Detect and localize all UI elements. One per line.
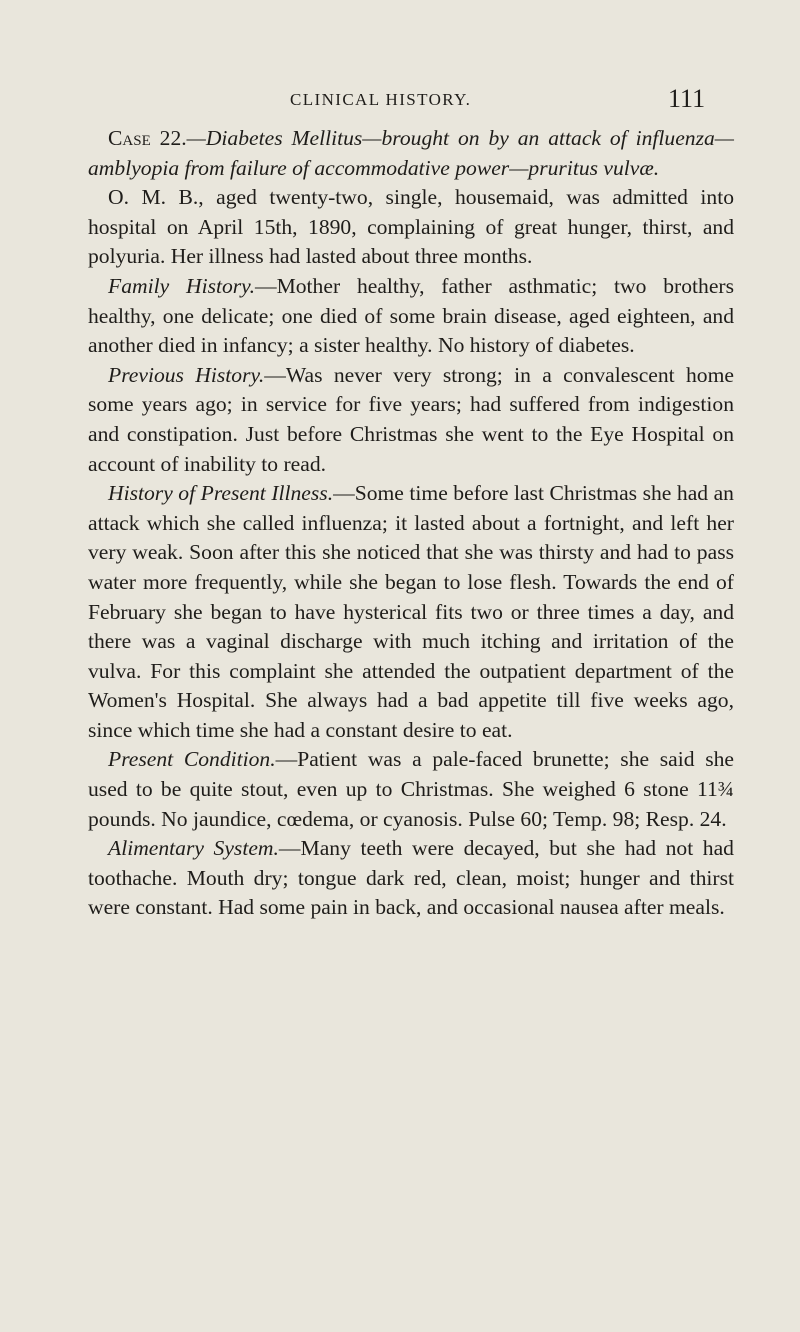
section-previous-history <box>88 361 734 479</box>
case-report <box>88 124 734 923</box>
section-present-condition <box>88 745 734 834</box>
case-title: —Diabetes Mellitus—brought on by an attack of influenza—amblyopia from failure of accommodative power—pruritus vulvæ. <box>88 126 734 180</box>
section-text: —Was never very strong; in a convalescent home some years ago; in service for five years; had suffered from indigestion and constipation. Just before Christmas she went to the Eye Hospital on account of inability to read. <box>88 362 734 476</box>
section-text: —Many teeth were decayed, but she had not had toothache. Mouth dry; tongue dark red, clean, moist; hunger and thirst were constant. Had some pain in back, and occasional nausea after meals. <box>88 836 734 920</box>
section-alimentary-system <box>88 834 734 923</box>
section-family-history <box>88 272 734 361</box>
case-label: Case 22. <box>108 126 187 150</box>
section-heading: Previous History. <box>108 362 265 387</box>
section-heading: Alimentary System. <box>108 836 279 861</box>
section-text: —Patient was a pale-faced brunette; she said she used to be quite stout, even up to Christmas. She weighed 6 stone 11¾ pounds. No jaundice, cœdema, or cyanosis. Pulse 60; Temp. 98; Resp. 24. <box>88 747 734 831</box>
section-heading: History of Present Illness. <box>108 481 334 506</box>
section-present-illness <box>88 479 734 745</box>
running-title: CLINICAL HISTORY. <box>290 90 472 109</box>
section-heading: Present Condition. <box>108 747 276 772</box>
section-heading: Family History. <box>108 273 255 298</box>
section-text: —Mother healthy, father asthmatic; two brothers healthy, one delicate; one died of some brain disease, aged eighteen, and another died in infancy; a sister healthy. No history of diabetes. <box>88 273 734 358</box>
page-number: 111 <box>668 84 706 113</box>
case-intro: O. M. B., aged twenty-two, single, housemaid, was admitted into hospital on April 15th, 1890, complaining of great hunger, thirst, and polyuria. Her illness had lasted about three months. <box>88 185 734 269</box>
running-head <box>0 84 800 124</box>
section-text: —Some time before last Christmas she had an attack which she called influenza; it lasted about a fortnight, and left her very weak. Soon after this she noticed that she was thirsty and had to pass water more frequently, while she began to lose flesh. Towards the end of February she began to have hysterical fits two or three times a day, and there was a vaginal discharge with much itching and irritation of the vulva. For this complaint she attended the outpatient department of the Women's Hospital. She always had a bad appetite till five weeks ago, since which time she had a constant desire to eat. <box>88 481 734 742</box>
case-heading <box>88 124 734 183</box>
